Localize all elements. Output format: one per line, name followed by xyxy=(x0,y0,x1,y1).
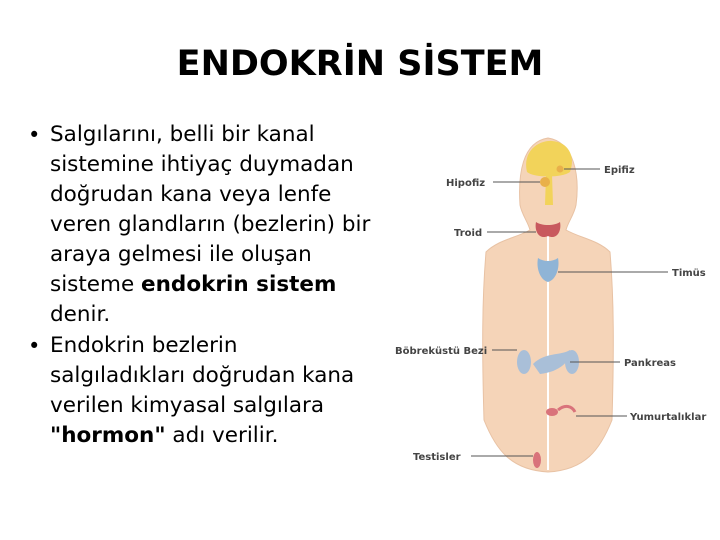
bullet-1-text-end: denir. xyxy=(50,302,111,327)
bullet-1-bold-term: endokrin sistem xyxy=(141,272,337,297)
label-timus: Timüs xyxy=(672,268,706,279)
bullet-1-text: Salgılarını, belli bir kanal sistemine ihtiyaç duymadan doğrudan kana veya lenfe veren glandların (bezlerin) bir araya gelmesi ile oluşan sisteme xyxy=(50,122,371,297)
label-bobrekustu-bezi: Böbreküstü Bezi xyxy=(395,346,488,357)
bullet-list xyxy=(22,120,372,451)
label-testisler: Testisler xyxy=(413,452,461,463)
bullet-2-text: Endokrin bezlerin salgıladıkları doğrudan kana verilen kimyasal salgılara xyxy=(50,333,355,418)
label-yumurtaliklar: Yumurtalıklar xyxy=(630,412,707,423)
label-hipofiz: Hipofiz xyxy=(446,178,486,189)
left-kidney xyxy=(517,350,531,374)
bullet-item-1 xyxy=(22,120,372,330)
bullet-2-bold-term: "hormon" xyxy=(50,423,166,448)
epifiz-gland xyxy=(557,166,564,173)
label-pankreas: Pankreas xyxy=(624,358,676,369)
testis xyxy=(533,452,541,468)
endocrine-diagram xyxy=(388,130,720,480)
bullet-item-2 xyxy=(22,331,372,451)
bullet-2-text-end: adı verilir. xyxy=(165,423,279,448)
hipofiz-gland xyxy=(540,177,550,187)
label-epifiz: Epifiz xyxy=(604,165,635,176)
bullet-marker: • xyxy=(28,123,41,147)
label-troid: Troid xyxy=(454,228,483,239)
bullet-marker: • xyxy=(28,334,41,358)
page-title: ENDOKRİN SİSTEM xyxy=(176,44,544,84)
ovary xyxy=(546,408,558,416)
